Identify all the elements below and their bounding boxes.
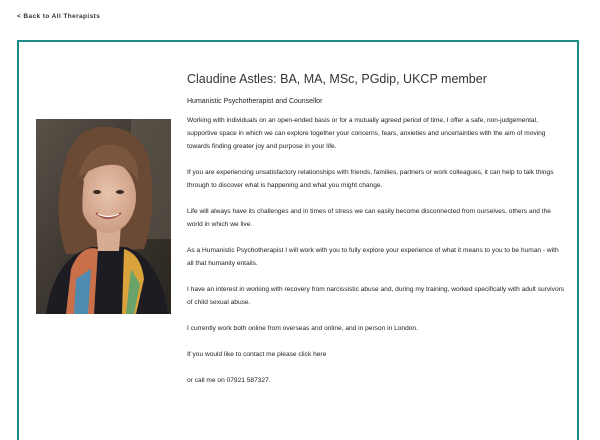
contact-paragraph [187, 348, 567, 361]
portrait-image [36, 119, 171, 314]
therapist-name: Claudine Astles: BA, MA, MSc, PGdip, UKCP member [187, 72, 487, 86]
bio-paragraph: I currently work both online from overseas and online, and in person in London. [187, 325, 418, 332]
therapist-role: Humanistic Psychotherapist and Counsellor [187, 98, 323, 105]
back-to-therapists-link[interactable]: < Back to All Therapists [17, 13, 101, 20]
therapist-photo [36, 119, 171, 314]
contact-link[interactable]: click here [298, 351, 327, 358]
bio-paragraph: Life will always have its challenges and in times of stress we can easily become disconnected from ourselves, others and the world in which we live. [187, 208, 551, 228]
bio-paragraph: If you are experiencing unsatisfactory relationships with friends, families, partners or work colleagues, it can help to talk things through to discover what is happening and what you might change. [187, 169, 554, 189]
bio-paragraph: Working with individuals on an open-ended basis or for a mutually agreed period of time, I offer a safe, non-judgemental, supportive space in which we can explore together your concerns, fears, anxieties and uncertainties with the aim of moving towards finding greater joy and purpose in your life. [187, 117, 546, 150]
profile-content [187, 72, 567, 400]
phone-line: or call me on 07921 587327. [187, 377, 271, 384]
bio-paragraph: As a Humanistic Psychotherapist I will work with you to fully explore your experience of what it means to you to be human - with all that humanity entails. [187, 247, 559, 267]
therapist-profile-card [17, 40, 579, 440]
contact-text: If you would like to contact me please [187, 351, 299, 358]
bio-paragraph: I have an interest in working with recovery from narcissistic abuse and, during my training, worked specifically with adult survivors of child sexual abuse. [187, 286, 565, 306]
